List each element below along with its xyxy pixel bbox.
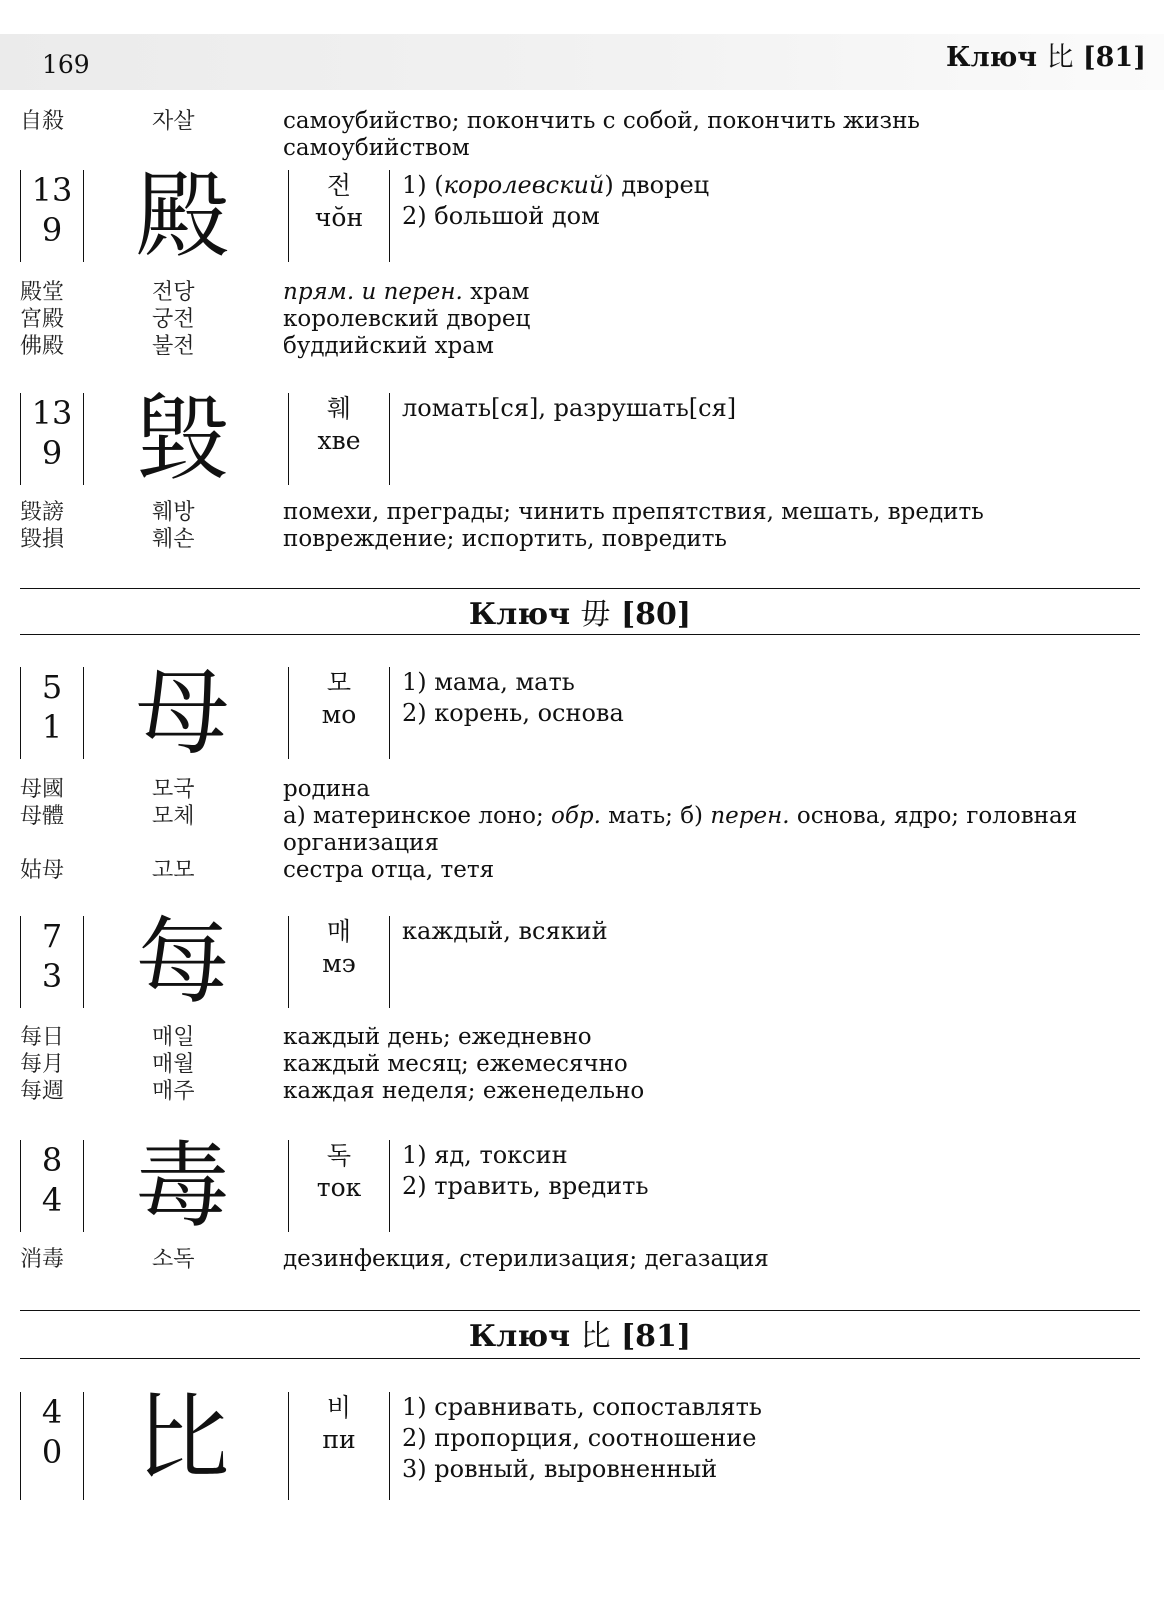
compound-korean: 불전 bbox=[152, 334, 195, 359]
section-label: Ключ bbox=[468, 597, 571, 632]
compound-korean: 자살 bbox=[152, 109, 195, 134]
strokes-extra: 4 bbox=[41, 1181, 63, 1219]
compound-hanja: 母體 bbox=[20, 804, 65, 829]
stroke-count-box bbox=[20, 1140, 84, 1232]
compound-hanja: 母國 bbox=[20, 777, 65, 802]
compound-meaning: сестра отца, тетя bbox=[283, 857, 495, 883]
compound-hanja: 姑母 bbox=[20, 858, 65, 883]
meaning-text: 1) ( bbox=[402, 171, 444, 199]
reading-cyrillic: мо bbox=[321, 700, 357, 729]
hanja-character: 比 bbox=[135, 1384, 230, 1493]
compound-korean: 모체 bbox=[152, 804, 195, 829]
hanja-entry bbox=[20, 162, 1130, 271]
meaning-italic: прям. и перен. bbox=[283, 279, 463, 305]
strokes-extra: 3 bbox=[41, 957, 63, 995]
meaning-text: храм bbox=[462, 279, 530, 305]
reading-cyrillic: ток bbox=[316, 1173, 362, 1202]
meaning-line: 2) травить, вредить bbox=[402, 1172, 649, 1200]
strokes-total: 5 bbox=[41, 668, 63, 706]
compound-korean: 모국 bbox=[152, 777, 195, 802]
reading-korean: 비 bbox=[326, 1393, 352, 1422]
section-glyph: 比 bbox=[580, 1319, 611, 1354]
compound-hanja: 毀謗 bbox=[20, 500, 65, 525]
compound-hanja: 每週 bbox=[20, 1079, 65, 1104]
compound-meaning: королевский дворец bbox=[283, 306, 531, 332]
meaning-italic: перен. bbox=[710, 803, 790, 829]
compound-hanja: 宮殿 bbox=[20, 307, 65, 332]
stroke-count-box bbox=[20, 667, 84, 759]
section-rule bbox=[20, 588, 1140, 589]
section-rule bbox=[20, 634, 1140, 635]
hanja-character: 毀 bbox=[135, 385, 230, 494]
entry-meaning bbox=[402, 393, 1122, 424]
reading-box bbox=[288, 1140, 390, 1232]
compound-korean: 매월 bbox=[152, 1052, 195, 1077]
compound-korean: 훼손 bbox=[152, 527, 195, 552]
meaning-line: 1) яд, токсин bbox=[402, 1141, 568, 1169]
meaning-italic: обр. bbox=[551, 803, 601, 829]
compound-meaning: каждый день; ежедневно bbox=[283, 1024, 592, 1050]
compound-meaning: каждый месяц; ежемесячно bbox=[283, 1051, 628, 1077]
reading-cyrillic: мэ bbox=[322, 949, 356, 978]
hanja-character: 殿 bbox=[135, 162, 230, 271]
section-number: [80] bbox=[620, 597, 692, 632]
header-key-number: [81] bbox=[1082, 42, 1146, 73]
strokes-total: 13 bbox=[31, 394, 73, 432]
hanja-entry bbox=[20, 908, 1130, 1017]
compound-meaning: дезинфекция, стерилизация; дегазация bbox=[283, 1246, 769, 1272]
reading-cyrillic: пи bbox=[322, 1425, 356, 1454]
meaning-text: организация bbox=[283, 830, 439, 856]
meaning-text: а) материнское лоно; bbox=[283, 803, 552, 829]
reading-box bbox=[288, 170, 390, 262]
meaning-text: ) дворец bbox=[604, 171, 710, 199]
hanja-entry bbox=[20, 1132, 1130, 1241]
section-label: Ключ bbox=[468, 1319, 571, 1354]
strokes-total: 4 bbox=[41, 1393, 63, 1431]
hanja-character: 每 bbox=[135, 908, 230, 1017]
hanja-entry bbox=[20, 1384, 1130, 1500]
reading-korean: 독 bbox=[326, 1141, 352, 1170]
compound-hanja: 佛殿 bbox=[20, 334, 65, 359]
compound-korean: 전당 bbox=[152, 280, 195, 305]
reading-box bbox=[288, 916, 390, 1008]
meaning-line: ломать[ся], разрушать[ся] bbox=[402, 394, 737, 422]
hanja-entry bbox=[20, 385, 1130, 494]
entry-meaning bbox=[402, 916, 1122, 947]
header-key-glyph: 比 bbox=[1046, 42, 1074, 73]
header-key-label: Ключ bbox=[946, 42, 1038, 73]
meaning-line: каждый, всякий bbox=[402, 917, 608, 945]
reading-box bbox=[288, 393, 390, 485]
compound-meaning: буддийский храм bbox=[283, 333, 494, 359]
strokes-total: 13 bbox=[31, 171, 73, 209]
strokes-total: 8 bbox=[41, 1141, 63, 1179]
reading-korean: 모 bbox=[326, 668, 352, 697]
compound-korean: 궁전 bbox=[152, 307, 195, 332]
compound-meaning: родина bbox=[283, 776, 371, 802]
strokes-extra: 9 bbox=[41, 434, 63, 472]
compound-hanja: 消毒 bbox=[20, 1247, 65, 1272]
compound-hanja: 自殺 bbox=[20, 109, 65, 134]
entry-meaning bbox=[402, 1140, 1122, 1202]
compound-hanja: 殿堂 bbox=[20, 280, 65, 305]
meaning-line: 2) пропорция, соотношение bbox=[402, 1424, 757, 1452]
meaning-line: 1) сравнивать, сопоставлять bbox=[402, 1393, 762, 1421]
strokes-extra: 9 bbox=[41, 211, 63, 249]
compound-meaning: самоубийство; покончить с собой, покончить жизнь самоубийством bbox=[283, 108, 920, 161]
compound-korean: 고모 bbox=[152, 858, 195, 883]
compound-korean: 매일 bbox=[152, 1025, 195, 1050]
section-rule bbox=[20, 1358, 1140, 1359]
strokes-extra: 0 bbox=[41, 1433, 63, 1471]
reading-cyrillic: чŏн bbox=[314, 203, 364, 232]
meaning-line: 1) мама, мать bbox=[402, 668, 575, 696]
entry-meaning bbox=[402, 170, 1122, 232]
meaning-line bbox=[402, 170, 1122, 201]
section-glyph: 毋 bbox=[580, 597, 611, 632]
compound-korean: 소독 bbox=[152, 1247, 195, 1272]
compound-meaning: каждая неделя; еженедельно bbox=[283, 1078, 645, 1104]
hanja-entry bbox=[20, 659, 1130, 768]
reading-cyrillic: хве bbox=[317, 426, 361, 455]
reading-korean: 매 bbox=[326, 917, 352, 946]
compound-hanja: 每日 bbox=[20, 1025, 65, 1050]
reading-box bbox=[288, 1392, 390, 1500]
meaning-italic: королевский bbox=[443, 171, 605, 199]
reading-korean: 전 bbox=[326, 171, 352, 200]
meaning-text: мать; б) bbox=[600, 803, 711, 829]
meaning-line: 2) корень, основа bbox=[402, 699, 624, 727]
section-title bbox=[20, 597, 1140, 632]
strokes-extra: 1 bbox=[41, 708, 63, 746]
stroke-count-box bbox=[20, 916, 84, 1008]
section-rule bbox=[20, 1310, 1140, 1311]
page-number: 169 bbox=[42, 50, 90, 79]
compound-korean: 매주 bbox=[152, 1079, 195, 1104]
meaning-line: 3) ровный, выровненный bbox=[402, 1455, 718, 1483]
entry-meaning bbox=[402, 667, 1122, 729]
compound-meaning bbox=[283, 279, 1093, 306]
stroke-count-box bbox=[20, 1392, 84, 1500]
stroke-count-box bbox=[20, 393, 84, 485]
hanja-character: 毒 bbox=[135, 1132, 230, 1241]
entry-meaning bbox=[402, 1392, 1122, 1485]
compound-meaning bbox=[283, 803, 1093, 857]
header-key bbox=[946, 44, 1146, 71]
reading-box bbox=[288, 667, 390, 759]
compound-hanja: 每月 bbox=[20, 1052, 65, 1077]
stroke-count-box bbox=[20, 170, 84, 262]
hanja-character: 母 bbox=[135, 659, 230, 768]
meaning-text: основа, ядро; головная bbox=[789, 803, 1078, 829]
compound-meaning: помехи, преграды; чинить препятствия, мешать, вредить bbox=[283, 499, 984, 525]
strokes-total: 7 bbox=[41, 917, 63, 955]
reading-korean: 훼 bbox=[326, 394, 352, 423]
section-number: [81] bbox=[620, 1319, 692, 1354]
compound-hanja: 毀損 bbox=[20, 527, 65, 552]
compound-korean: 훼방 bbox=[152, 500, 195, 525]
section-title bbox=[20, 1319, 1140, 1354]
meaning-line: 2) большой дом bbox=[402, 202, 600, 230]
compound-meaning: повреждение; испортить, повредить bbox=[283, 526, 727, 552]
